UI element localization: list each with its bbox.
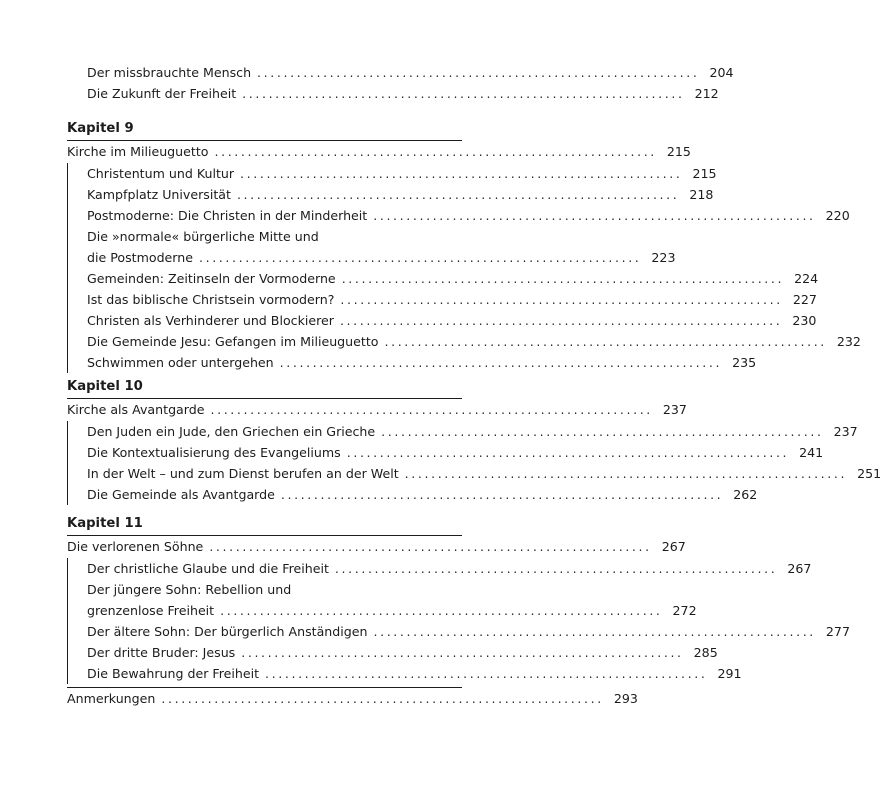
toc-entry-page: 235 xyxy=(732,355,757,370)
toc-entry xyxy=(87,558,812,579)
leader-dots: ................................................................... xyxy=(339,313,783,328)
leader-dots: ................................................................... xyxy=(265,666,708,681)
chapter-sections xyxy=(67,558,850,684)
toc-entry xyxy=(87,62,734,83)
toc-entry-page: 262 xyxy=(733,487,758,502)
toc-entry-title: Die Zukunft der Freiheit xyxy=(87,86,237,101)
toc-entry xyxy=(87,184,714,205)
toc-entry xyxy=(87,663,742,684)
toc-entry-title: Der ältere Sohn: Der bürgerlich Anständigen xyxy=(87,624,368,639)
toc-entry-title: Der christliche Glaube und die Freiheit xyxy=(87,561,329,576)
leader-dots: ................................................................... xyxy=(241,645,684,660)
toc-entry xyxy=(87,442,824,463)
toc-entry-page: 215 xyxy=(692,166,717,181)
toc-entry-title: In der Welt – und zum Dienst berufen an der Welt xyxy=(87,466,399,481)
toc-entry-title-cont: grenzenlose Freiheit xyxy=(87,603,215,618)
toc-entry-page: 291 xyxy=(717,666,742,681)
toc-entry xyxy=(87,600,697,621)
toc-final xyxy=(0,687,638,710)
toc-entry-line xyxy=(87,579,462,600)
leader-dots: ................................................................... xyxy=(199,250,642,265)
leader-dots: ................................................................... xyxy=(280,487,724,502)
toc-entry-page: 267 xyxy=(787,561,812,576)
leader-dots: ................................................................... xyxy=(373,624,816,639)
final-entry-row xyxy=(67,687,638,710)
toc-entry xyxy=(87,289,817,310)
toc-entry-page: 224 xyxy=(794,271,819,286)
toc-entry-title: Postmoderne: Die Christen in der Minderheit xyxy=(87,208,368,223)
chapter-title: Kirche im Milieuguetto xyxy=(67,144,209,159)
toc-entry-title: Der missbrauchte Mensch xyxy=(87,65,252,80)
toc-entry xyxy=(87,621,850,642)
leader-dots: ................................................................... xyxy=(334,561,778,576)
toc-entry-page: 223 xyxy=(651,250,676,265)
chapter-page: 237 xyxy=(662,402,687,417)
toc-entry-title: Den Juden ein Jude, den Griechen ein Grieche xyxy=(87,424,376,439)
toc-entry-page: 230 xyxy=(792,313,817,328)
toc-entry xyxy=(87,331,861,352)
toc-entry-page: 227 xyxy=(792,292,817,307)
toc-entry-page: 241 xyxy=(799,445,824,460)
toc-entry xyxy=(87,205,850,226)
toc-entry-title: Der dritte Bruder: Jesus xyxy=(87,645,236,660)
toc-entry-title: Die Gemeinde als Avantgarde xyxy=(87,487,275,502)
chapter-sections xyxy=(67,421,881,505)
toc-entry-title: Gemeinden: Zeitinseln der Vormoderne xyxy=(87,271,336,286)
leader-dots: ................................................................... xyxy=(242,86,685,101)
toc-entry-page: 237 xyxy=(833,424,858,439)
toc-entry-title: Kampfplatz Universität xyxy=(87,187,231,202)
leader-dots: ................................................................... xyxy=(340,292,783,307)
toc-entry-title: Christen als Verhinderer und Blockierer xyxy=(87,313,334,328)
toc-entry-title: Die Bewahrung der Freiheit xyxy=(87,666,260,681)
toc-entry-line xyxy=(87,226,462,247)
chapter-page: 267 xyxy=(661,539,686,554)
toc-entry xyxy=(87,247,676,268)
leader-dots: ................................................................... xyxy=(220,603,663,618)
chapter-title-row xyxy=(67,140,691,163)
toc-entry xyxy=(87,352,757,373)
toc-entry xyxy=(87,163,717,184)
toc-entry-title: Die Gemeinde Jesu: Gefangen im Milieuguetto xyxy=(87,334,379,349)
toc-entry-page: 251 xyxy=(857,466,881,481)
leader-dots: ................................................................... xyxy=(384,334,827,349)
toc-entry-page: 204 xyxy=(709,65,734,80)
leader-dots: ................................................................... xyxy=(341,271,785,286)
toc-entry-page: 220 xyxy=(825,208,850,223)
toc-entry-page: 277 xyxy=(825,624,850,639)
chapter-9 xyxy=(0,118,861,373)
leader-dots: ................................................................... xyxy=(214,144,657,159)
chapter-label: Kapitel 9 xyxy=(67,121,134,136)
toc-entry xyxy=(87,310,817,331)
final-entry-title: Anmerkungen xyxy=(67,691,156,706)
toc-entry-title-cont: die Postmoderne xyxy=(87,250,193,265)
toc-entry xyxy=(87,83,719,104)
leader-dots: ................................................................... xyxy=(209,539,652,554)
leader-dots: ................................................................... xyxy=(404,466,848,481)
toc-entry-page: 285 xyxy=(693,645,718,660)
chapter-11 xyxy=(0,513,850,684)
toc-entry xyxy=(87,463,881,484)
chapter-title-row xyxy=(67,535,686,558)
toc-entry xyxy=(87,268,819,289)
toc-entry-page: 218 xyxy=(689,187,714,202)
leader-dots: ................................................................... xyxy=(257,65,700,80)
toc-entry-page: 232 xyxy=(836,334,861,349)
toc-entry-title: Die Kontextualisierung des Evangeliums xyxy=(87,445,341,460)
toc-entry-page: 212 xyxy=(694,86,719,101)
leader-dots: ................................................................... xyxy=(161,691,604,706)
leader-dots: ................................................................... xyxy=(210,402,653,417)
chapter-title-row xyxy=(67,398,687,421)
toc-continuation xyxy=(0,62,734,104)
toc-entry-title: Der jüngere Sohn: Rebellion und xyxy=(87,582,292,597)
toc-entry-title: Ist das biblische Christsein vormodern? xyxy=(87,292,335,307)
chapter-title: Die verlorenen Söhne xyxy=(67,539,204,554)
final-entry-page: 293 xyxy=(613,691,638,706)
leader-dots: ................................................................... xyxy=(373,208,816,223)
leader-dots: ................................................................... xyxy=(236,187,680,202)
chapter-label: Kapitel 10 xyxy=(67,379,143,394)
leader-dots: ................................................................... xyxy=(240,166,683,181)
chapter-10 xyxy=(0,376,881,505)
toc-entry xyxy=(87,642,718,663)
toc-entry-title: Christentum und Kultur xyxy=(87,166,235,181)
leader-dots: ................................................................... xyxy=(279,355,723,370)
chapter-label: Kapitel 11 xyxy=(67,516,143,531)
chapter-sections xyxy=(67,163,861,373)
chapter-page: 215 xyxy=(666,144,691,159)
toc-entry xyxy=(87,421,858,442)
toc-entry-page: 272 xyxy=(672,603,697,618)
toc-entry-title: Schwimmen oder untergehen xyxy=(87,355,274,370)
leader-dots: ................................................................... xyxy=(381,424,824,439)
toc-entry-title: Die »normale« bürgerliche Mitte und xyxy=(87,229,319,244)
chapter-title: Kirche als Avantgarde xyxy=(67,402,205,417)
toc-entry xyxy=(87,484,758,505)
leader-dots: ................................................................... xyxy=(346,445,790,460)
